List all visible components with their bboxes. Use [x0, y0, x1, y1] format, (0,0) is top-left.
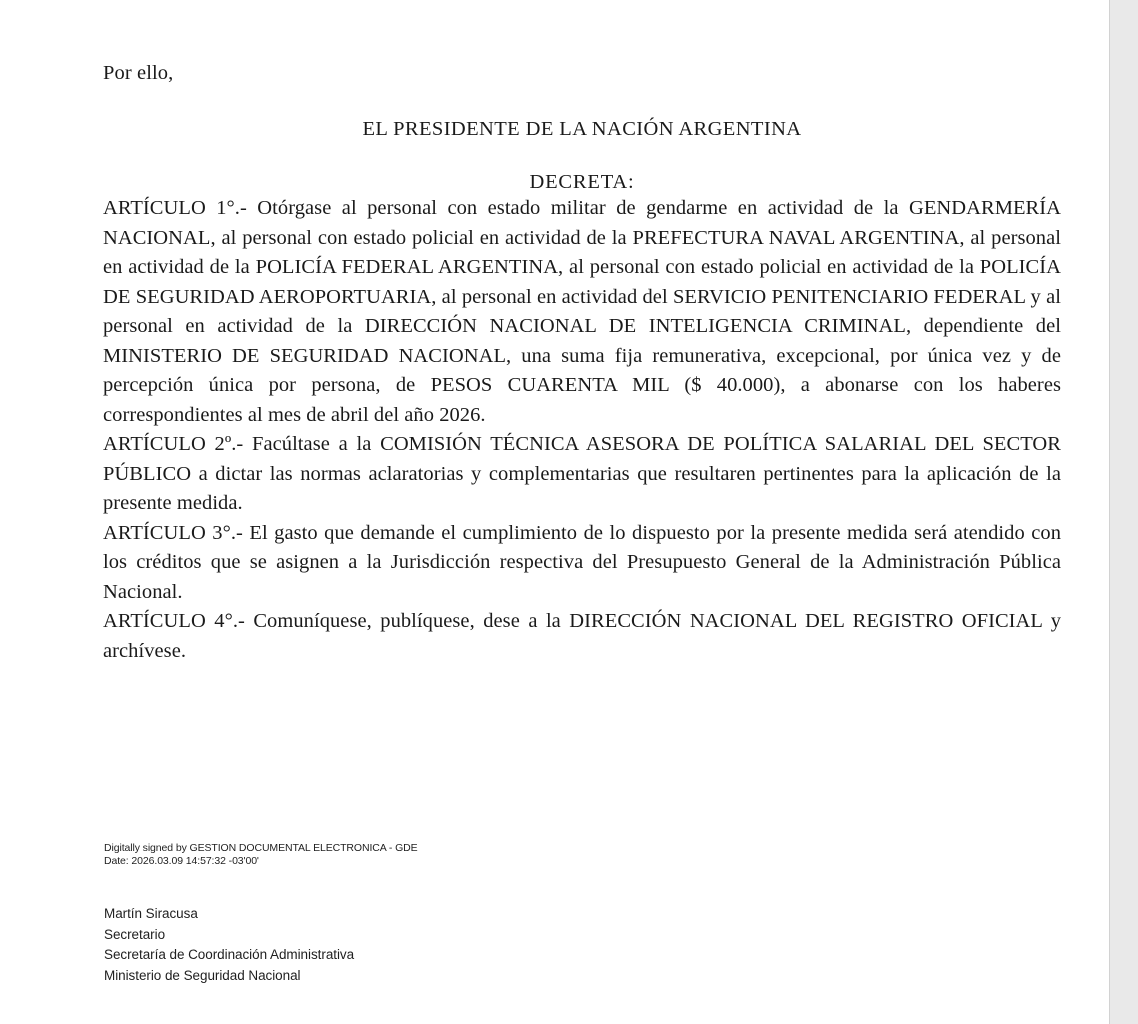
page-right-margin — [1109, 0, 1138, 1024]
signature-certificate — [104, 842, 624, 868]
document-subheading: DECRETA: — [529, 171, 635, 193]
signatory-office: Secretaría de Coordinación Administrativa — [104, 947, 355, 963]
signature-date: Date: 2026.03.09 14:57:32 -03'00' — [104, 854, 259, 867]
intro-line: Por ello, — [103, 62, 174, 84]
article-3: ARTÍCULO 3°.- El gasto que demande el cumplimiento de lo dispuesto por la presente medida será atendido con los créditos que se asignen a la Jurisdicción respectiva del Presupuesto General de la Administración Pública Nacional. — [103, 521, 1061, 603]
article-2: ARTÍCULO 2º.- Facúltase a la COMISIÓN TÉCNICA ASESORA DE POLÍTICA SALARIAL DEL SECTOR PÚBLICO a dictar las normas aclaratorias y complementarias que resultaren pertinentes para la aplicación de la presente medida. — [103, 433, 1061, 515]
article-4: ARTÍCULO 4°.- Comuníquese, publíquese, dese a la DIRECCIÓN NACIONAL DEL REGISTRO OFICIAL y archívese. — [103, 610, 1061, 662]
document-heading: EL PRESIDENTE DE LA NACIÓN ARGENTINA — [362, 118, 802, 140]
signatory-details — [104, 904, 624, 988]
signature-signed-by: Digitally signed by GESTION DOCUMENTAL ELECTRONICA - GDE — [104, 842, 418, 854]
signatory-role: Secretario — [104, 926, 166, 942]
signature-block — [104, 842, 624, 987]
signatory-ministry: Ministerio de Seguridad Nacional — [104, 968, 301, 984]
article-1: ARTÍCULO 1°.- Otórgase al personal con estado militar de gendarme en actividad de la GENDARMERÍA NACIONAL, al personal con estado policial en actividad de la PREFECTURA NAVAL ARGENTINA, al personal en actividad de la POLICÍA FEDERAL ARGENTINA, al personal con estado policial en actividad de la POLICÍA DE SEGURIDAD AEROPORTUARIA, al personal en actividad del SERVICIO PENITENCIARIO FEDERAL y al personal en actividad de la DIRECCIÓN NACIONAL DE INTELIGENCIA CRIMINAL, dependiente del MINISTERIO DE SEGURIDAD NACIONAL, una suma fija remunerativa, excepcional, por única vez y de percepción única por persona, de PESOS CUARENTA MIL ($ 40.000), a abonarse con los haberes correspondientes al mes de abril del año 2026. — [103, 197, 1061, 426]
signatory-name: Martín Siracusa — [104, 905, 198, 921]
document-content — [103, 0, 1061, 666]
